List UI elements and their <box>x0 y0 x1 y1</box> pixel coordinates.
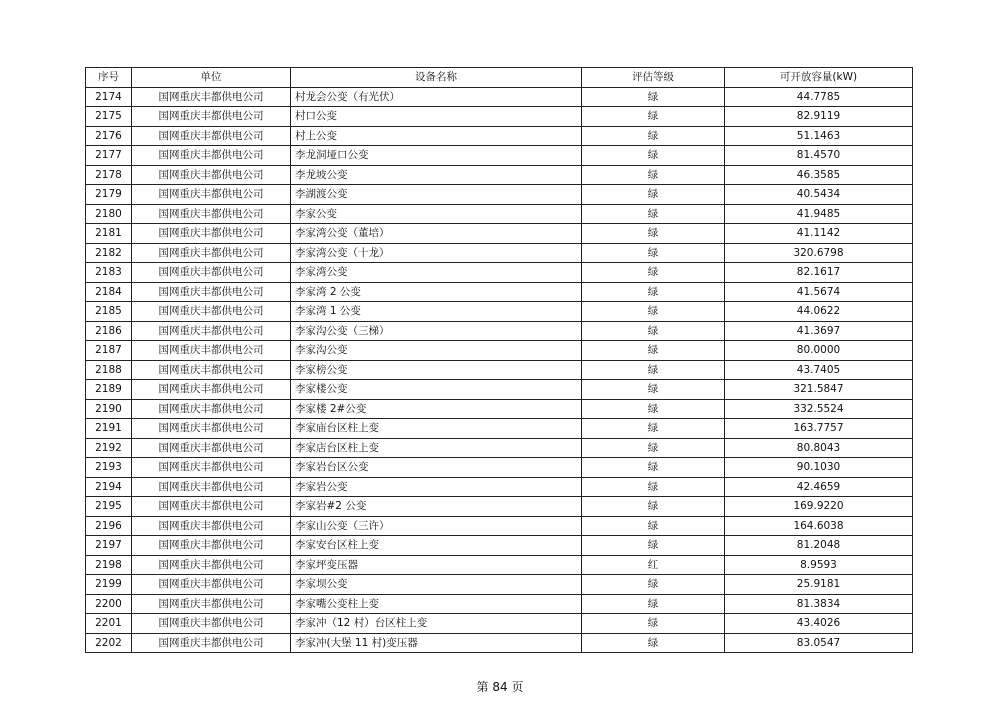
table-row <box>86 87 913 107</box>
table-row <box>86 321 913 341</box>
cell-assessment-grade: 绿 <box>582 87 725 107</box>
cell-unit: 国网重庆丰都供电公司 <box>132 360 291 380</box>
table-row <box>86 185 913 205</box>
cell-serial-number: 2184 <box>86 282 132 302</box>
cell-equipment-name: 李家岩#2 公变 <box>291 497 582 517</box>
cell-equipment-name: 村口公变 <box>291 107 582 127</box>
table-row <box>86 126 913 146</box>
cell-serial-number: 2195 <box>86 497 132 517</box>
cell-serial-number: 2189 <box>86 380 132 400</box>
cell-open-capacity: 90.1030 <box>725 458 913 478</box>
header-open-capacity: 可开放容量(kW) <box>725 68 913 88</box>
cell-serial-number: 2175 <box>86 107 132 127</box>
cell-assessment-grade: 绿 <box>582 146 725 166</box>
cell-open-capacity: 25.9181 <box>725 575 913 595</box>
cell-assessment-grade: 绿 <box>582 380 725 400</box>
cell-unit: 国网重庆丰都供电公司 <box>132 614 291 634</box>
cell-equipment-name: 李龙坡公变 <box>291 165 582 185</box>
cell-open-capacity: 81.3834 <box>725 594 913 614</box>
cell-serial-number: 2176 <box>86 126 132 146</box>
table-row <box>86 438 913 458</box>
cell-unit: 国网重庆丰都供电公司 <box>132 302 291 322</box>
cell-serial-number: 2188 <box>86 360 132 380</box>
cell-equipment-name: 李家安台区柱上变 <box>291 536 582 556</box>
table-row <box>86 575 913 595</box>
table-row <box>86 594 913 614</box>
cell-unit: 国网重庆丰都供电公司 <box>132 458 291 478</box>
cell-assessment-grade: 绿 <box>582 204 725 224</box>
cell-serial-number: 2187 <box>86 341 132 361</box>
cell-open-capacity: 81.4570 <box>725 146 913 166</box>
cell-assessment-grade: 绿 <box>582 224 725 244</box>
cell-assessment-grade: 绿 <box>582 438 725 458</box>
cell-assessment-grade: 绿 <box>582 516 725 536</box>
header-equipment-name: 设备名称 <box>291 68 582 88</box>
cell-open-capacity: 163.7757 <box>725 419 913 439</box>
cell-unit: 国网重庆丰都供电公司 <box>132 87 291 107</box>
cell-serial-number: 2177 <box>86 146 132 166</box>
capacity-table <box>85 67 913 653</box>
cell-open-capacity: 42.4659 <box>725 477 913 497</box>
cell-equipment-name: 李家榜公变 <box>291 360 582 380</box>
header-serial-number: 序号 <box>86 68 132 88</box>
table-row <box>86 555 913 575</box>
cell-unit: 国网重庆丰都供电公司 <box>132 165 291 185</box>
cell-equipment-name: 李家庙台区柱上变 <box>291 419 582 439</box>
cell-assessment-grade: 绿 <box>582 360 725 380</box>
page-number: 第 84 页 <box>476 680 524 694</box>
cell-unit: 国网重庆丰都供电公司 <box>132 263 291 283</box>
cell-unit: 国网重庆丰都供电公司 <box>132 321 291 341</box>
cell-serial-number: 2194 <box>86 477 132 497</box>
cell-serial-number: 2185 <box>86 302 132 322</box>
cell-equipment-name: 李家店台区柱上变 <box>291 438 582 458</box>
table-row <box>86 204 913 224</box>
cell-unit: 国网重庆丰都供电公司 <box>132 594 291 614</box>
cell-serial-number: 2178 <box>86 165 132 185</box>
cell-assessment-grade: 绿 <box>582 594 725 614</box>
cell-open-capacity: 83.0547 <box>725 633 913 653</box>
cell-unit: 国网重庆丰都供电公司 <box>132 438 291 458</box>
cell-unit: 国网重庆丰都供电公司 <box>132 419 291 439</box>
header-assessment-grade: 评估等级 <box>582 68 725 88</box>
cell-open-capacity: 321.5847 <box>725 380 913 400</box>
cell-unit: 国网重庆丰都供电公司 <box>132 243 291 263</box>
cell-serial-number: 2202 <box>86 633 132 653</box>
cell-open-capacity: 40.5434 <box>725 185 913 205</box>
cell-assessment-grade: 绿 <box>582 185 725 205</box>
cell-equipment-name: 李家岩台区公变 <box>291 458 582 478</box>
cell-unit: 国网重庆丰都供电公司 <box>132 185 291 205</box>
cell-serial-number: 2191 <box>86 419 132 439</box>
cell-open-capacity: 51.1463 <box>725 126 913 146</box>
cell-serial-number: 2179 <box>86 185 132 205</box>
cell-equipment-name: 李家沟公变 <box>291 341 582 361</box>
cell-equipment-name: 李家湾公变（董培） <box>291 224 582 244</box>
table-row <box>86 341 913 361</box>
cell-open-capacity: 41.1142 <box>725 224 913 244</box>
cell-serial-number: 2192 <box>86 438 132 458</box>
cell-serial-number: 2199 <box>86 575 132 595</box>
cell-open-capacity: 8.9593 <box>725 555 913 575</box>
cell-equipment-name: 村龙会公变（有光伏） <box>291 87 582 107</box>
table-body <box>86 87 913 653</box>
cell-open-capacity: 80.8043 <box>725 438 913 458</box>
cell-unit: 国网重庆丰都供电公司 <box>132 536 291 556</box>
table-header-row <box>86 68 913 88</box>
cell-assessment-grade: 绿 <box>582 497 725 517</box>
cell-assessment-grade: 绿 <box>582 263 725 283</box>
cell-serial-number: 2182 <box>86 243 132 263</box>
cell-equipment-name: 李家湾 1 公变 <box>291 302 582 322</box>
cell-equipment-name: 李湖渡公变 <box>291 185 582 205</box>
table-row <box>86 536 913 556</box>
table-row <box>86 458 913 478</box>
cell-assessment-grade: 绿 <box>582 243 725 263</box>
cell-assessment-grade: 绿 <box>582 282 725 302</box>
table-row <box>86 224 913 244</box>
cell-assessment-grade: 绿 <box>582 477 725 497</box>
cell-assessment-grade: 绿 <box>582 614 725 634</box>
cell-equipment-name: 李家楼 2#公变 <box>291 399 582 419</box>
cell-serial-number: 2200 <box>86 594 132 614</box>
cell-serial-number: 2180 <box>86 204 132 224</box>
cell-serial-number: 2193 <box>86 458 132 478</box>
table-row <box>86 419 913 439</box>
cell-equipment-name: 李家沟公变（三梯） <box>291 321 582 341</box>
cell-assessment-grade: 绿 <box>582 302 725 322</box>
cell-serial-number: 2197 <box>86 536 132 556</box>
cell-unit: 国网重庆丰都供电公司 <box>132 399 291 419</box>
cell-equipment-name: 李家嘴公变柱上变 <box>291 594 582 614</box>
table-row <box>86 243 913 263</box>
table-row <box>86 107 913 127</box>
cell-assessment-grade: 绿 <box>582 458 725 478</box>
cell-assessment-grade: 绿 <box>582 536 725 556</box>
cell-open-capacity: 43.4026 <box>725 614 913 634</box>
cell-open-capacity: 44.7785 <box>725 87 913 107</box>
cell-serial-number: 2190 <box>86 399 132 419</box>
cell-unit: 国网重庆丰都供电公司 <box>132 224 291 244</box>
cell-unit: 国网重庆丰都供电公司 <box>132 575 291 595</box>
table-row <box>86 399 913 419</box>
table-row <box>86 516 913 536</box>
cell-open-capacity: 46.3585 <box>725 165 913 185</box>
table-row <box>86 263 913 283</box>
cell-serial-number: 2186 <box>86 321 132 341</box>
cell-assessment-grade: 绿 <box>582 633 725 653</box>
cell-unit: 国网重庆丰都供电公司 <box>132 341 291 361</box>
cell-open-capacity: 80.0000 <box>725 341 913 361</box>
table-row <box>86 477 913 497</box>
cell-assessment-grade: 红 <box>582 555 725 575</box>
cell-unit: 国网重庆丰都供电公司 <box>132 477 291 497</box>
cell-unit: 国网重庆丰都供电公司 <box>132 204 291 224</box>
cell-open-capacity: 41.3697 <box>725 321 913 341</box>
cell-assessment-grade: 绿 <box>582 165 725 185</box>
cell-equipment-name: 李家坝公变 <box>291 575 582 595</box>
cell-equipment-name: 李家公变 <box>291 204 582 224</box>
cell-equipment-name: 李家湾公变 <box>291 263 582 283</box>
cell-unit: 国网重庆丰都供电公司 <box>132 633 291 653</box>
cell-serial-number: 2181 <box>86 224 132 244</box>
cell-unit: 国网重庆丰都供电公司 <box>132 497 291 517</box>
cell-unit: 国网重庆丰都供电公司 <box>132 516 291 536</box>
table-row <box>86 614 913 634</box>
cell-equipment-name: 村上公变 <box>291 126 582 146</box>
table-row <box>86 302 913 322</box>
cell-equipment-name: 李家山公变（三许） <box>291 516 582 536</box>
cell-unit: 国网重庆丰都供电公司 <box>132 555 291 575</box>
cell-open-capacity: 43.7405 <box>725 360 913 380</box>
cell-equipment-name: 李家岩公变 <box>291 477 582 497</box>
cell-open-capacity: 320.6798 <box>725 243 913 263</box>
cell-serial-number: 2196 <box>86 516 132 536</box>
cell-serial-number: 2201 <box>86 614 132 634</box>
table-row <box>86 633 913 653</box>
cell-equipment-name: 李家楼公变 <box>291 380 582 400</box>
cell-unit: 国网重庆丰都供电公司 <box>132 107 291 127</box>
cell-assessment-grade: 绿 <box>582 341 725 361</box>
table-row <box>86 497 913 517</box>
cell-open-capacity: 169.9220 <box>725 497 913 517</box>
cell-open-capacity: 41.5674 <box>725 282 913 302</box>
cell-equipment-name: 李龙洞垭口公变 <box>291 146 582 166</box>
cell-equipment-name: 李家冲(大堡 11 村)变压器 <box>291 633 582 653</box>
cell-assessment-grade: 绿 <box>582 419 725 439</box>
cell-serial-number: 2183 <box>86 263 132 283</box>
cell-assessment-grade: 绿 <box>582 575 725 595</box>
table-row <box>86 282 913 302</box>
cell-serial-number: 2198 <box>86 555 132 575</box>
cell-open-capacity: 41.9485 <box>725 204 913 224</box>
cell-unit: 国网重庆丰都供电公司 <box>132 126 291 146</box>
cell-open-capacity: 44.0622 <box>725 302 913 322</box>
table-row <box>86 165 913 185</box>
table-row <box>86 380 913 400</box>
cell-assessment-grade: 绿 <box>582 126 725 146</box>
cell-equipment-name: 李家冲（12 村）台区柱上变 <box>291 614 582 634</box>
cell-assessment-grade: 绿 <box>582 399 725 419</box>
table-row <box>86 146 913 166</box>
cell-unit: 国网重庆丰都供电公司 <box>132 380 291 400</box>
cell-serial-number: 2174 <box>86 87 132 107</box>
cell-unit: 国网重庆丰都供电公司 <box>132 282 291 302</box>
table-row <box>86 360 913 380</box>
cell-assessment-grade: 绿 <box>582 107 725 127</box>
cell-equipment-name: 李家湾公变（十龙） <box>291 243 582 263</box>
header-unit: 单位 <box>132 68 291 88</box>
cell-equipment-name: 李家坪变压器 <box>291 555 582 575</box>
cell-open-capacity: 82.9119 <box>725 107 913 127</box>
cell-assessment-grade: 绿 <box>582 321 725 341</box>
cell-open-capacity: 332.5524 <box>725 399 913 419</box>
cell-open-capacity: 81.2048 <box>725 536 913 556</box>
cell-equipment-name: 李家湾 2 公变 <box>291 282 582 302</box>
cell-open-capacity: 82.1617 <box>725 263 913 283</box>
cell-unit: 国网重庆丰都供电公司 <box>132 146 291 166</box>
cell-open-capacity: 164.6038 <box>725 516 913 536</box>
